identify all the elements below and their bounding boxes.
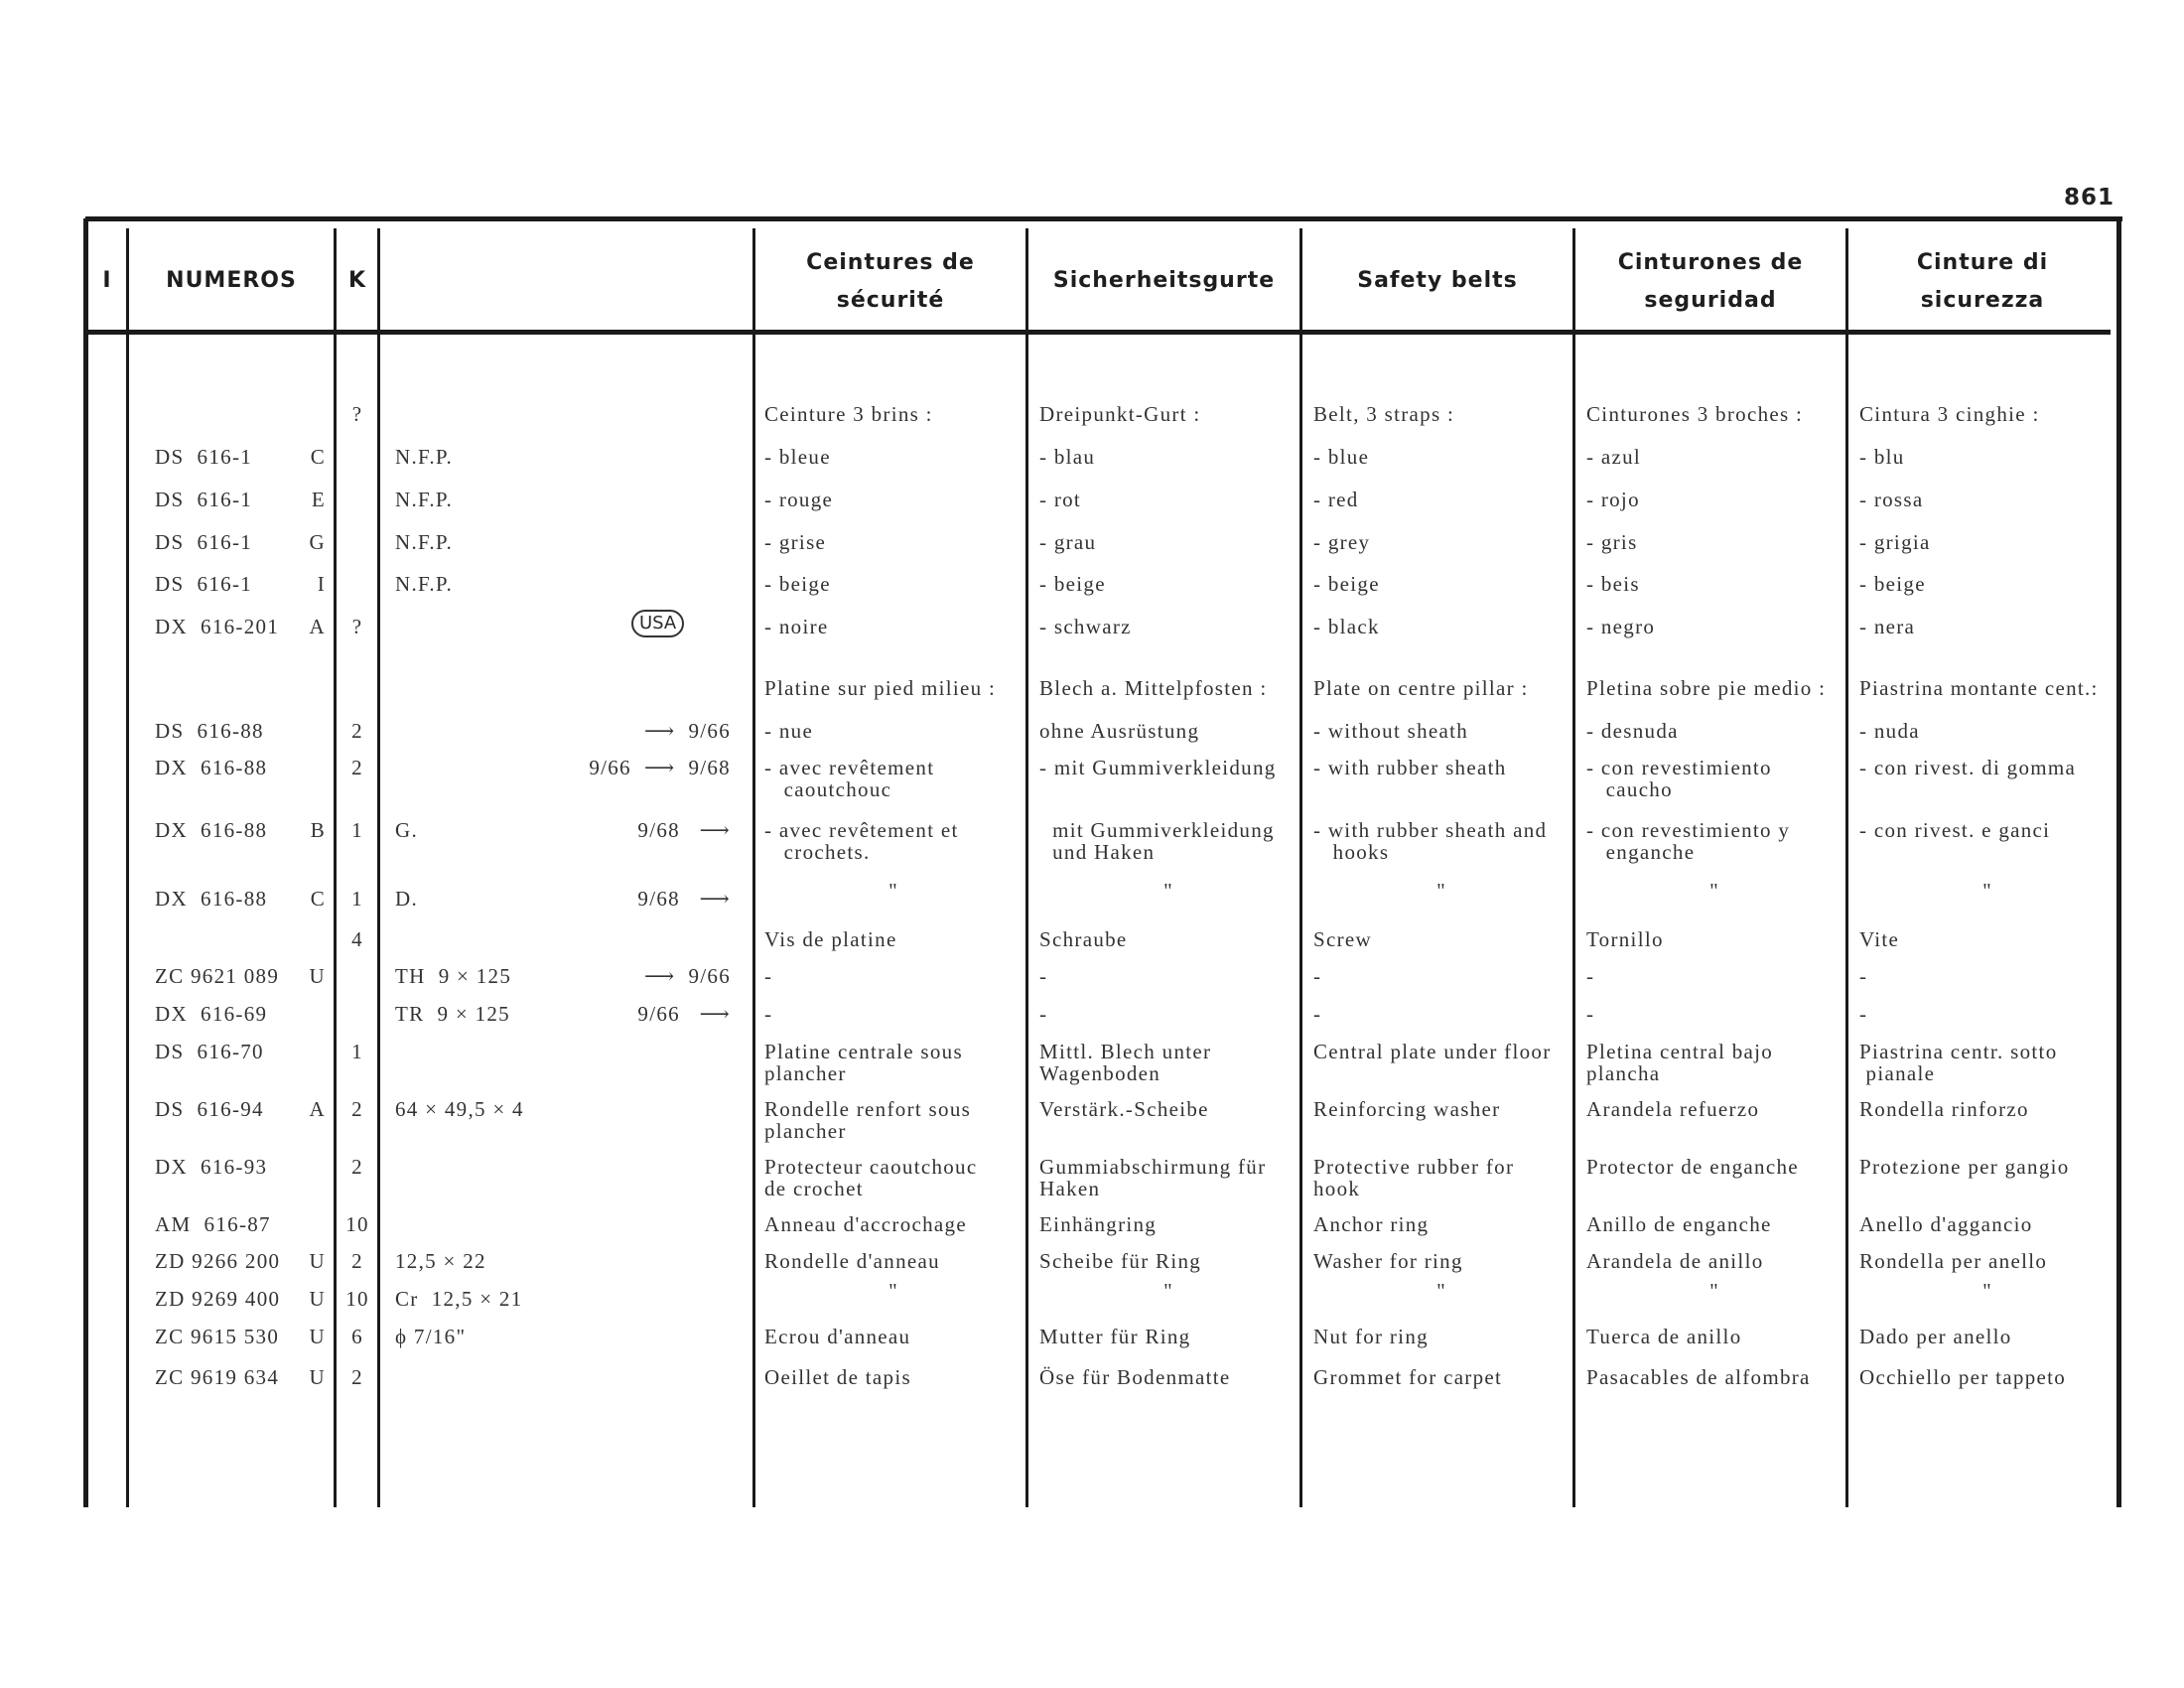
cell-en: - blue	[1313, 445, 1370, 469]
cell-range: 9/66 ⟶ 9/68	[589, 756, 731, 779]
header-italian	[1848, 244, 2116, 320]
cell-it: - nera	[1859, 615, 1916, 638]
cell-num: DS 616-1	[155, 572, 253, 596]
cell-de: Einhängring	[1039, 1212, 1158, 1236]
cell-fr: Platine sur pied milieu :	[764, 676, 997, 700]
cell-k: 2	[351, 1097, 363, 1121]
cell-desc: D.	[395, 887, 419, 911]
cell-fr: - grise	[764, 530, 827, 554]
cell-es: - con revestimiento y enganche	[1586, 818, 1791, 864]
cell-fr: - rouge	[764, 488, 834, 511]
cell-es: Tornillo	[1586, 927, 1664, 951]
cell-es: "	[1709, 1279, 1719, 1303]
cell-fr: - avec revêtement et crochets.	[764, 818, 959, 864]
cell-fr: - avec revêtement caoutchouc	[764, 756, 935, 801]
cell-suf: U	[309, 1325, 326, 1348]
cell-en: "	[1436, 1279, 1446, 1303]
cell-de: Öse für Bodenmatte	[1039, 1365, 1231, 1389]
cell-de: Gummiabschirmung für Haken	[1039, 1155, 1267, 1200]
cell-num: ZC 9619 634	[155, 1365, 280, 1389]
cell-es: - gris	[1586, 530, 1638, 554]
cell-k: 2	[351, 1155, 363, 1179]
cell-it: Vite	[1859, 927, 1900, 951]
cell-en: Plate on centre pillar :	[1313, 676, 1529, 700]
header-italian-line2: sicurezza	[1920, 288, 2045, 313]
cell-en: -	[1313, 1002, 1322, 1026]
cell-de: Blech a. Mittelpfosten :	[1039, 676, 1268, 700]
cell-it: "	[1982, 1279, 1992, 1303]
header-spanish	[1575, 244, 1845, 320]
cell-fr: - nue	[764, 719, 814, 743]
cell-en: - black	[1313, 615, 1380, 638]
cell-it: Rondella per anello	[1859, 1249, 2048, 1273]
cell-es: "	[1709, 879, 1719, 903]
divider-es-it	[1845, 228, 1848, 1507]
cell-range: 9/68 ⟶	[637, 887, 731, 911]
cell-num: DX 616-88	[155, 818, 268, 842]
cell-es: -	[1586, 1002, 1595, 1026]
cell-es: - beis	[1586, 572, 1640, 596]
cell-en: - with rubber sheath and hooks	[1313, 818, 1548, 864]
cell-es: Cinturones 3 broches :	[1586, 402, 1804, 426]
header-i: I	[102, 268, 112, 293]
cell-desc: 64 × 49,5 × 4	[395, 1097, 524, 1121]
cell-desc: Cr 12,5 × 21	[395, 1287, 523, 1311]
cell-en: Belt, 3 straps :	[1313, 402, 1455, 426]
cell-k: 1	[351, 818, 363, 842]
cell-en: Protective rubber for hook	[1313, 1155, 1515, 1200]
cell-de: ohne Ausrüstung	[1039, 719, 1200, 743]
cell-suf: A	[309, 615, 326, 638]
cell-k: 1	[351, 1040, 363, 1063]
cell-num: ZD 9269 400	[155, 1287, 281, 1311]
cell-it: - nuda	[1859, 719, 1920, 743]
cell-en: Washer for ring	[1313, 1249, 1463, 1273]
cell-desc: TR 9 × 125	[395, 1002, 510, 1026]
cell-suf: U	[309, 1365, 326, 1389]
cell-it: - con rivest. di gomma	[1859, 756, 2077, 779]
cell-num: DX 616-93	[155, 1155, 268, 1179]
cell-k: 10	[345, 1212, 369, 1236]
cell-es: Pletina central bajo plancha	[1586, 1040, 1774, 1085]
cell-suf: U	[309, 1287, 326, 1311]
cell-num: DS 616-94	[155, 1097, 264, 1121]
cell-suf: A	[309, 1097, 326, 1121]
cell-es: - desnuda	[1586, 719, 1679, 743]
cell-it: Dado per anello	[1859, 1325, 2012, 1348]
divider-desc-fr	[752, 228, 755, 1507]
header-french	[755, 244, 1025, 320]
cell-fr: - bleue	[764, 445, 831, 469]
cell-suf: C	[310, 887, 326, 911]
cell-num: DX 616-88	[155, 756, 268, 779]
cell-fr: - noire	[764, 615, 829, 638]
cell-it: Rondella rinforzo	[1859, 1097, 2029, 1121]
cell-it: Anello d'aggancio	[1859, 1212, 2033, 1236]
cell-en: "	[1436, 879, 1446, 903]
cell-de: "	[1163, 1279, 1173, 1303]
cell-num: DS 616-70	[155, 1040, 264, 1063]
cell-suf: E	[311, 488, 326, 511]
cell-k: 4	[351, 927, 363, 951]
cell-de: Schraube	[1039, 927, 1128, 951]
cell-range: ⟶ 9/66	[643, 964, 731, 988]
cell-desc: TH 9 × 125	[395, 964, 512, 988]
header-german: Sicherheitsgurte	[1052, 268, 1276, 293]
cell-es: - negro	[1586, 615, 1656, 638]
cell-de: Scheibe für Ring	[1039, 1249, 1202, 1273]
cell-en: - with rubber sheath	[1313, 756, 1507, 779]
cell-it: Piastrina centr. sotto pianale	[1859, 1040, 2058, 1085]
cell-es: -	[1586, 964, 1595, 988]
cell-en: Nut for ring	[1313, 1325, 1429, 1348]
cell-num: ZC 9615 530	[155, 1325, 280, 1348]
cell-k: 6	[351, 1325, 363, 1348]
header-italian-line1: Cinture di	[1916, 250, 2049, 275]
cell-num: AM 616-87	[155, 1212, 271, 1236]
cell-en: - red	[1313, 488, 1359, 511]
cell-fr: -	[764, 1002, 773, 1026]
cell-suf: I	[317, 572, 326, 596]
cell-es: Anillo de enganche	[1586, 1212, 1772, 1236]
cell-it: Protezione per gangio	[1859, 1155, 2070, 1179]
divider-fr-de	[1025, 228, 1028, 1507]
cell-num: ZC 9621 089	[155, 964, 280, 988]
cell-it: - beige	[1859, 572, 1926, 596]
cell-fr: Rondelle renfort sous plancher	[764, 1097, 972, 1143]
cell-it: Cintura 3 cinghie :	[1859, 402, 2040, 426]
cell-range: ⟶ 9/66	[643, 719, 731, 743]
cell-es: - rojo	[1586, 488, 1640, 511]
divider-en-es	[1572, 228, 1575, 1507]
cell-de: - grau	[1039, 530, 1097, 554]
cell-range: 9/68 ⟶	[637, 818, 731, 842]
cell-en: Screw	[1313, 927, 1372, 951]
cell-es: - con revestimiento caucho	[1586, 756, 1772, 801]
cell-en: -	[1313, 964, 1322, 988]
cell-it: - rossa	[1859, 488, 1924, 511]
border-left	[83, 218, 88, 1507]
cell-fr: -	[764, 964, 773, 988]
cell-k: 2	[351, 756, 363, 779]
cell-k: 2	[351, 1249, 363, 1273]
cell-num: DS 616-1	[155, 488, 253, 511]
cell-de: -	[1039, 1002, 1048, 1026]
cell-desc: ϕ 7/16"	[395, 1325, 467, 1348]
cell-num: DS 616-88	[155, 719, 264, 743]
cell-fr: - beige	[764, 572, 831, 596]
cell-de: Mittl. Blech unter Wagenboden	[1039, 1040, 1212, 1085]
cell-it: -	[1859, 1002, 1868, 1026]
cell-en: Grommet for carpet	[1313, 1365, 1503, 1389]
cell-it: - blu	[1859, 445, 1905, 469]
cell-fr: Ecrou d'anneau	[764, 1325, 911, 1348]
cell-es: - azul	[1586, 445, 1642, 469]
cell-en: Central plate under floor	[1313, 1040, 1552, 1063]
cell-num: DX 616-201	[155, 615, 280, 638]
cell-de: - beige	[1039, 572, 1106, 596]
cell-fr: Platine centrale sous plancher	[764, 1040, 963, 1085]
cell-suf: U	[309, 964, 326, 988]
header-french-line1: Ceintures de	[806, 250, 975, 275]
cell-k: 1	[351, 887, 363, 911]
cell-de: - blau	[1039, 445, 1096, 469]
cell-desc: N.F.P.	[395, 530, 454, 554]
cell-range: 9/66 ⟶	[637, 1002, 731, 1026]
cell-es: Pasacables de alfombra	[1586, 1365, 1811, 1389]
cell-suf: B	[310, 818, 326, 842]
cell-k: 10	[345, 1287, 369, 1311]
header-english: Safety belts	[1357, 268, 1518, 293]
cell-it: "	[1982, 879, 1992, 903]
header-spanish-line1: Cinturones de	[1617, 250, 1804, 275]
cell-fr: Oeillet de tapis	[764, 1365, 911, 1389]
header-bottom-border	[85, 330, 2111, 335]
cell-es: Arandela de anillo	[1586, 1249, 1764, 1273]
cell-suf: G	[309, 530, 326, 554]
cell-fr: Ceinture 3 brins :	[764, 402, 933, 426]
cell-de: Dreipunkt-Gurt :	[1039, 402, 1201, 426]
cell-de: -	[1039, 964, 1048, 988]
cell-it: -	[1859, 964, 1868, 988]
table-top-border	[85, 216, 2122, 221]
cell-en: - grey	[1313, 530, 1371, 554]
cell-suf: C	[310, 445, 326, 469]
cell-en: - without sheath	[1313, 719, 1469, 743]
cell-fr: Rondelle d'anneau	[764, 1249, 940, 1273]
cell-es: Pletina sobre pie medio :	[1586, 676, 1827, 700]
header-spanish-line2: seguridad	[1644, 288, 1777, 313]
cell-desc: G.	[395, 818, 419, 842]
cell-de: "	[1163, 879, 1173, 903]
divider-i-numeros	[126, 228, 129, 1507]
cell-de: mit Gummiverkleidung und Haken	[1052, 818, 1275, 864]
cell-en: - beige	[1313, 572, 1380, 596]
cell-num: DS 616-1	[155, 445, 253, 469]
cell-it: Piastrina montante cent.:	[1859, 676, 2099, 700]
divider-de-en	[1299, 228, 1302, 1507]
cell-es: Protector de enganche	[1586, 1155, 1799, 1179]
cell-desc: N.F.P.	[395, 572, 454, 596]
header-french-line2: sécurité	[836, 288, 945, 313]
cell-fr: Anneau d'accrochage	[764, 1212, 967, 1236]
header-numeros: NUMEROS	[166, 268, 297, 293]
cell-en: Anchor ring	[1313, 1212, 1430, 1236]
cell-de: - schwarz	[1039, 615, 1132, 638]
cell-suf: U	[309, 1249, 326, 1273]
cell-num: DX 616-88	[155, 887, 268, 911]
cell-fr: Protecteur caoutchouc de crochet	[764, 1155, 978, 1200]
header-k: K	[347, 268, 367, 293]
cell-fr: Vis de platine	[764, 927, 897, 951]
cell-de: - mit Gummiverkleidung	[1039, 756, 1277, 779]
border-right	[2116, 216, 2121, 1507]
cell-fr: "	[888, 1279, 898, 1303]
cell-es: Arandela refuerzo	[1586, 1097, 1760, 1121]
cell-desc: 12,5 × 22	[395, 1249, 486, 1273]
cell-es: Tuerca de anillo	[1586, 1325, 1742, 1348]
cell-it: Occhiello per tappeto	[1859, 1365, 2067, 1389]
cell-num: DX 616-69	[155, 1002, 268, 1026]
cell-k: ?	[351, 615, 363, 638]
cell-it: - grigia	[1859, 530, 1931, 554]
cell-k: ?	[351, 402, 363, 426]
cell-de: Verstärk.-Scheibe	[1039, 1097, 1209, 1121]
cell-de: Mutter für Ring	[1039, 1325, 1191, 1348]
usa-badge: USA	[631, 610, 684, 637]
cell-k: 2	[351, 719, 363, 743]
page-number: 861	[2063, 185, 2115, 211]
cell-num: DS 616-1	[155, 530, 253, 554]
cell-num: ZD 9266 200	[155, 1249, 281, 1273]
cell-fr: "	[888, 879, 898, 903]
cell-en: Reinforcing washer	[1313, 1097, 1501, 1121]
cell-desc: N.F.P.	[395, 445, 454, 469]
cell-k: 2	[351, 1365, 363, 1389]
cell-desc: N.F.P.	[395, 488, 454, 511]
cell-it: - con rivest. e ganci	[1859, 818, 2051, 842]
cell-de: - rot	[1039, 488, 1082, 511]
